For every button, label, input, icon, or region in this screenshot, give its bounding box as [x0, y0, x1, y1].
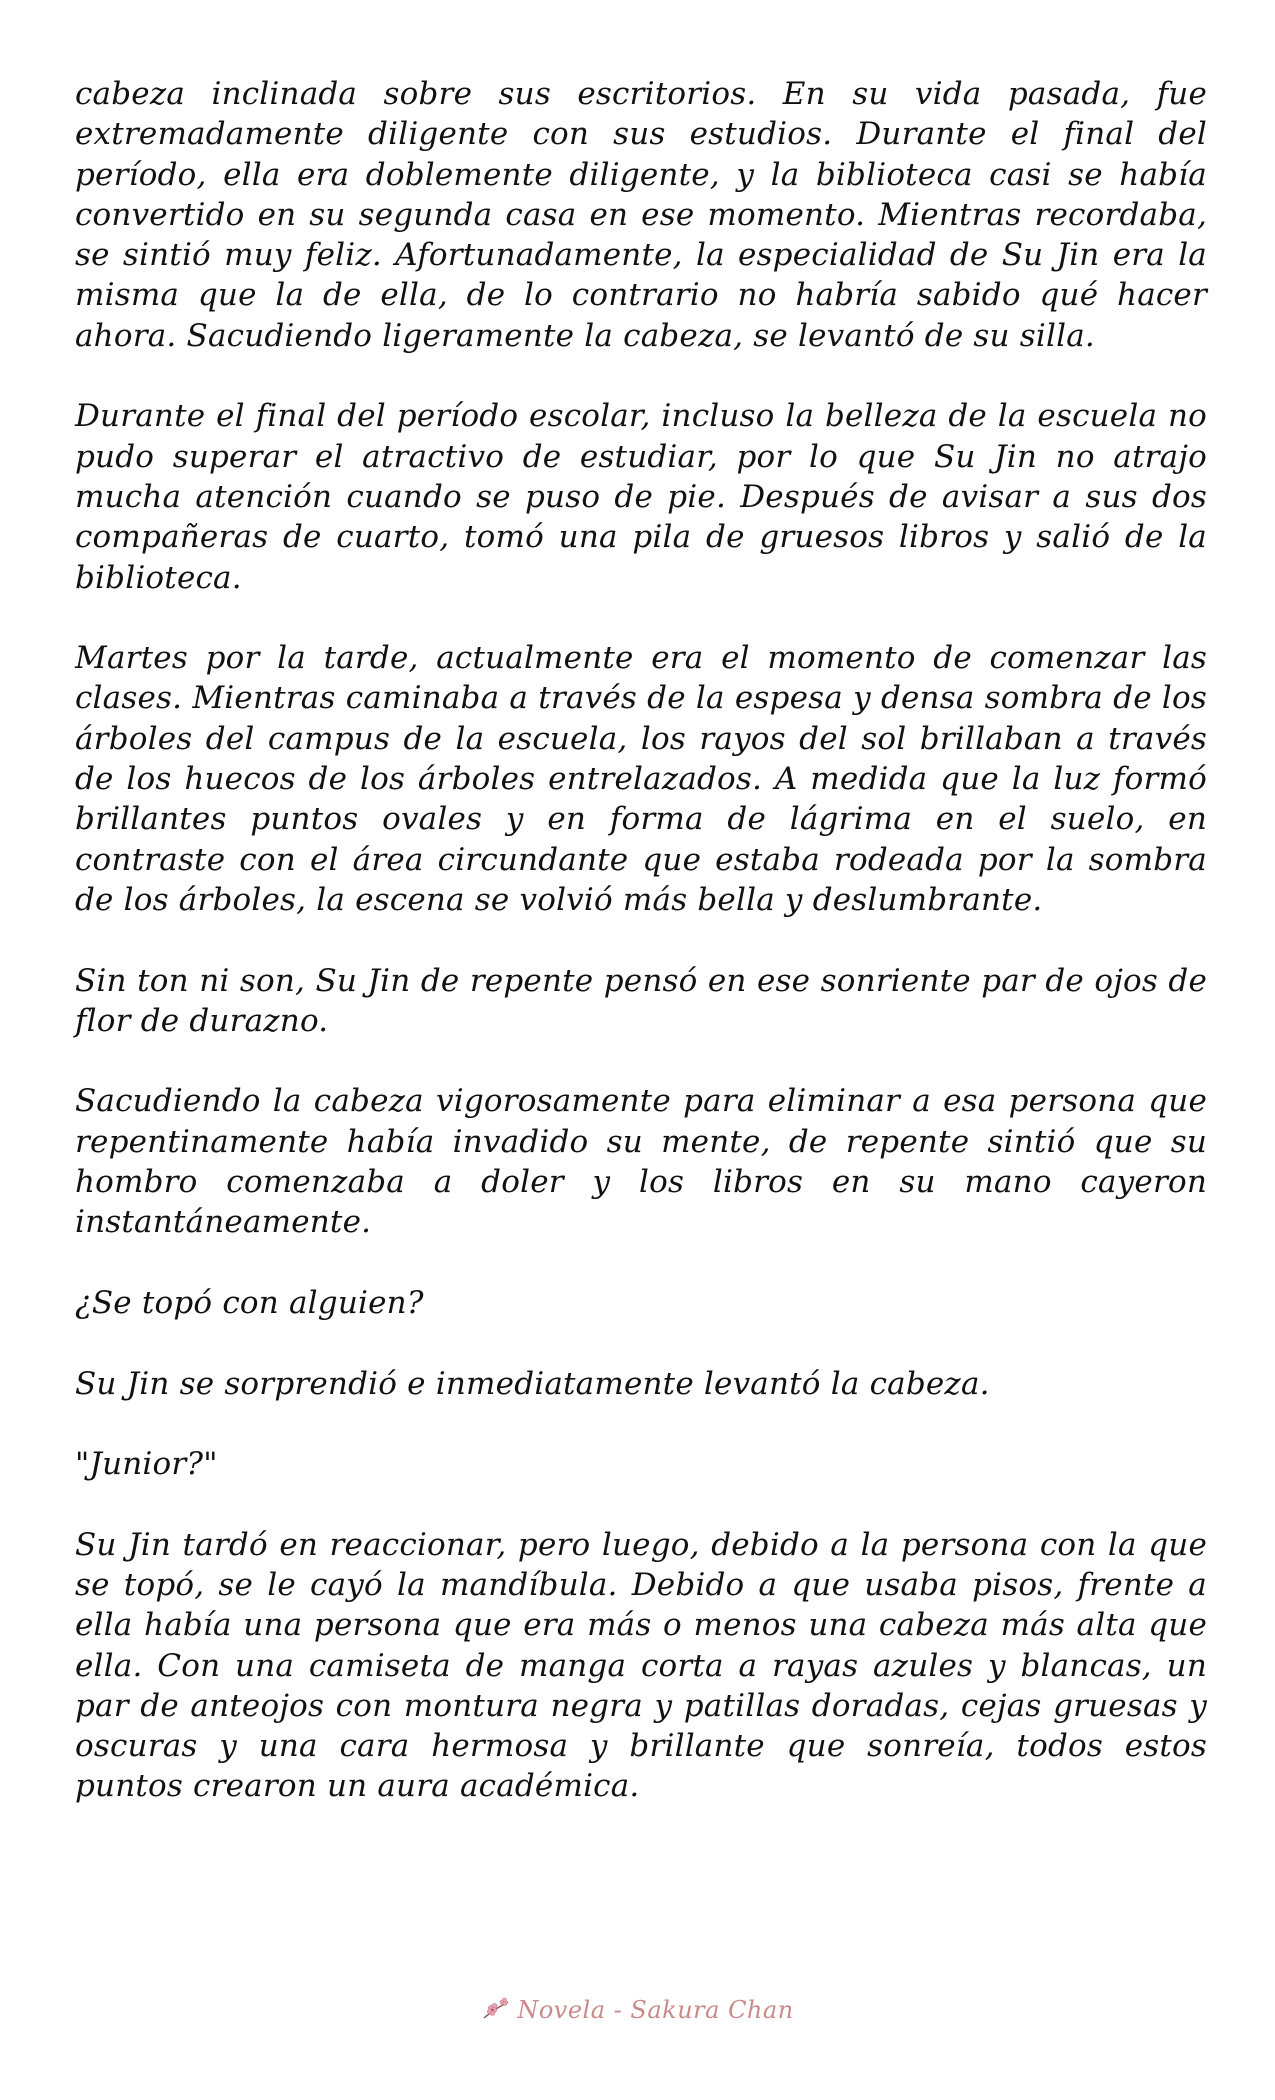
paragraph: Sacudiendo la cabeza vigorosamente para eliminar a esa persona que repentinamente había invadido su mente, de repente sintió que su hombro comenzaba a doler y los libros en su mano cayeron instantáneamente. [75, 1083, 1207, 1241]
paragraph: Sin ton ni son, Su Jin de repente pensó en ese sonriente par de ojos de flor de durazno. [75, 962, 1207, 1039]
paragraph: Martes por la tarde, actualmente era el momento de comenzar las clases. Mientras caminaba a través de la espesa y densa sombra de los árboles del campus de la escuela, los rayos del sol brillaban a través de los huecos de los árboles entrelazados. A medida que la luz formó brillantes puntos ovales y en forma de lágrima en el suelo, en contraste con el área circundante que estaba rodeada por la sombra de los árboles, la escena se volvió más bella y deslumbrante. [75, 640, 1207, 918]
document-body [75, 74, 1207, 1847]
paragraph: Durante el final del período escolar, incluso la belleza de la escuela no pudo superar el atractivo de estudiar, por lo que Su Jin no atrajo mucha atención cuando se puso de pie. Después de avisar a sus dos compañeras de cuarto, tomó una pila de gruesos libros y salió de la biblioteca. [75, 398, 1207, 596]
paragraph: ¿Se topó con alguien? [75, 1284, 424, 1321]
paragraph: "Junior?" [75, 1446, 218, 1483]
paragraph: cabeza inclinada sobre sus escritorios. En su vida pasada, fue extremadamente diligente con sus estudios. Durante el final del período, ella era doblemente diligente, y la biblioteca casi se había convertido en su segunda casa en ese momento. Mientras recordaba, se sintió muy feliz. Afortunadamente, la especialidad de Su Jin era la misma que la de ella, de lo contrario no habría sabido qué hacer ahora. Sacudiendo ligeramente la cabeza, se levantó de su silla. [75, 76, 1207, 354]
cherry-blossom-icon [481, 1996, 511, 2022]
footer-text: Novela - Sakura Chan [517, 1996, 794, 2024]
paragraph: Su Jin tardó en reaccionar, pero luego, debido a la persona con la que se topó, se le cayó la mandíbula. Debido a que usaba pisos, frente a ella había una persona que era más o menos una cabeza más alta que ella. Con una camiseta de manga corta a rayas azules y blancas, un par de anteojos con montura negra y patillas doradas, cejas gruesas y oscuras y una cara hermosa y brillante que sonreía, todos estos puntos crearon un aura académica. [75, 1526, 1207, 1805]
watermark-footer [0, 1996, 1275, 2024]
paragraph: Su Jin se sorprendió e inmediatamente levantó la cabeza. [75, 1365, 990, 1402]
